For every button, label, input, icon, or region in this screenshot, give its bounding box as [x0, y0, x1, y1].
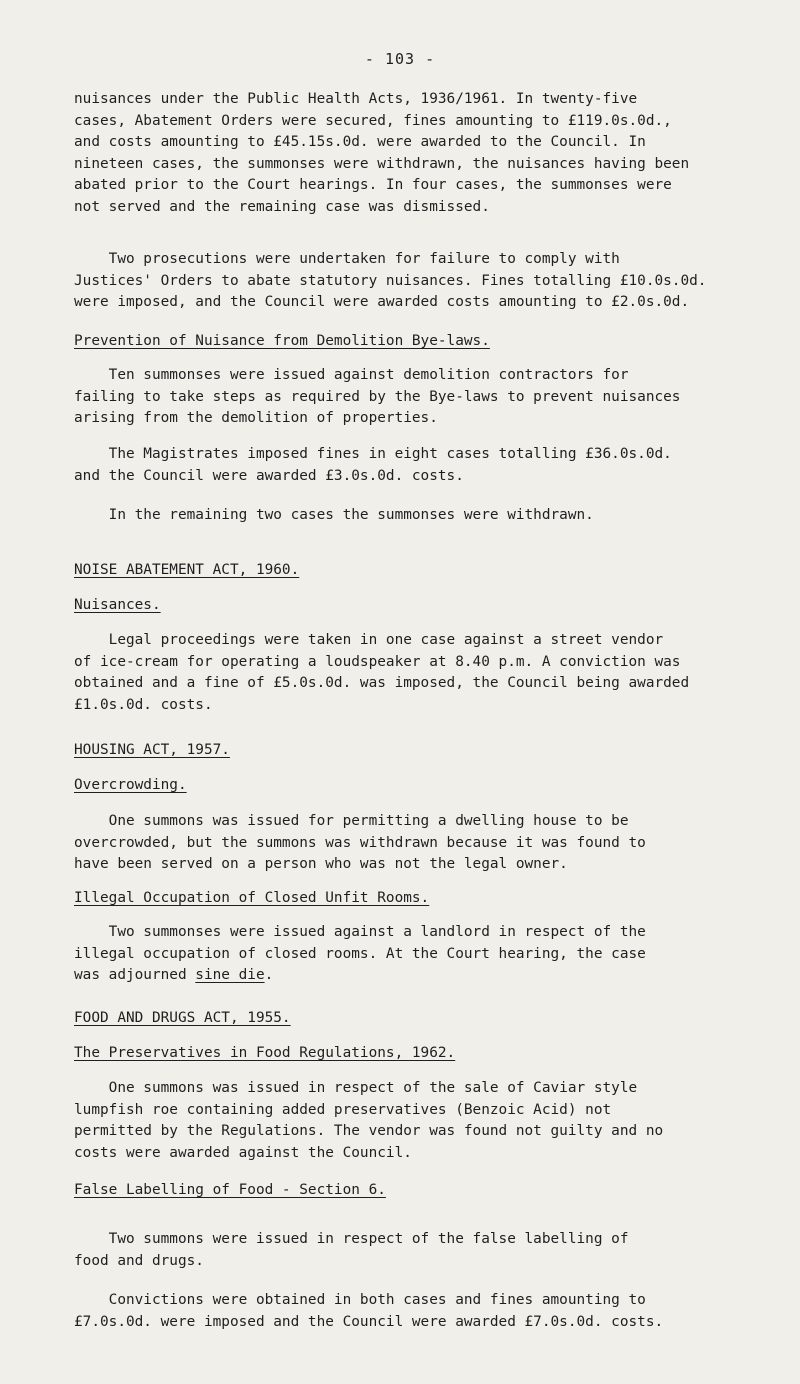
heading-overcrowding: Overcrowding.	[74, 777, 187, 793]
text-line: One summons was issued for permitting a dwelling house to be	[74, 813, 629, 829]
text-line: not served and the remaining case was dismissed.	[74, 198, 490, 215]
text-line: One summons was issued in respect of the sale of Caviar style	[74, 1080, 638, 1096]
text-line: Justices' Orders to abate statutory nuisances. Fines totalling £10.0s.0d.	[74, 272, 707, 289]
paragraph-convictions	[74, 1290, 746, 1333]
heading-nuisances: Nuisances.	[74, 597, 161, 613]
text-line: lumpfish roe containing added preservatives (Benzoic Acid) not	[74, 1101, 612, 1118]
paragraph-magistrates-fines	[74, 444, 746, 487]
text-line: £7.0s.0d. were imposed and the Council were awarded £7.0s.0d. costs.	[74, 1313, 664, 1330]
text-line: abated prior to the Court hearings. In four cases, the summonses were	[74, 177, 672, 193]
text-line: Two summons were issued in respect of the false labelling of	[74, 1231, 629, 1247]
text-line: Convictions were obtained in both cases and fines amounting to	[74, 1292, 646, 1308]
text-line: The Magistrates imposed fines in eight cases totalling £36.0s.0d.	[74, 446, 672, 462]
text-line: failing to take steps as required by the Bye-laws to prevent nuisances	[74, 388, 681, 405]
text-line: Two prosecutions were undertaken for failure to comply with	[74, 251, 620, 267]
text-line: overcrowded, but the summons was withdrawn because it was found to	[74, 834, 646, 851]
paragraph-withdrawn-cases	[74, 505, 746, 527]
page-number: - 103 -	[364, 50, 436, 68]
text-line: food and drugs.	[74, 1252, 204, 1269]
heading-preservatives-regulations: The Preservatives in Food Regulations, 1962.	[74, 1045, 456, 1061]
text-line: nineteen cases, the summonses were withdrawn, the nuisances having been	[74, 155, 690, 172]
heading-demolition-bye-laws: Prevention of Nuisance from Demolition Bye-laws.	[74, 333, 490, 349]
latin-term-sine-die: sine die	[195, 967, 265, 983]
text-fragment: .	[264, 967, 274, 983]
paragraph-overcrowding-summons	[74, 811, 746, 876]
text-line: arising from the demolition of properties.	[74, 410, 438, 426]
text-fragment: was adjourned	[74, 967, 196, 983]
paragraph-caviar-summons	[74, 1078, 746, 1164]
heading-housing-act: HOUSING ACT, 1957.	[74, 742, 230, 758]
text-line: obtained and a fine of £5.0s.0d. was imposed, the Council being awarded	[74, 675, 690, 691]
heading-illegal-occupation: Illegal Occupation of Closed Unfit Rooms.	[74, 890, 430, 906]
paragraph-landlord-summonses	[74, 922, 746, 987]
text-line: nuisances under the Public Health Acts, 1936/1961. In twenty-five	[74, 91, 638, 107]
text-line: have been served on a person who was not the legal owner.	[74, 856, 568, 872]
text-line: costs were awarded against the Council.	[74, 1144, 412, 1161]
heading-food-and-drugs-act: FOOD AND DRUGS ACT, 1955.	[74, 1010, 291, 1026]
text-line: cases, Abatement Orders were secured, fines amounting to £119.0s.0d.,	[74, 112, 672, 129]
paragraph-ice-cream-vendor	[74, 630, 746, 716]
text-line	[74, 965, 746, 987]
paragraph-false-labelling-summons	[74, 1229, 746, 1272]
text-line: £1.0s.0d. costs.	[74, 696, 213, 713]
text-line: Ten summonses were issued against demolition contractors for	[74, 367, 629, 383]
text-line: of ice-cream for operating a loudspeaker at 8.40 p.m. A conviction was	[74, 653, 681, 670]
paragraph-justices-orders	[74, 249, 746, 314]
text-line: and costs amounting to £45.15s.0d. were awarded to the Council. In	[74, 134, 646, 150]
paragraph-public-health-nuisances	[74, 89, 746, 218]
paragraph-demolition-summonses	[74, 365, 746, 430]
heading-false-labelling: False Labelling of Food - Section 6.	[74, 1182, 386, 1198]
text-line: were imposed, and the Council were awarded costs amounting to £2.0s.0d.	[74, 294, 690, 310]
text-line: illegal occupation of closed rooms. At the Court hearing, the case	[74, 945, 646, 962]
heading-noise-abatement-act: NOISE ABATEMENT ACT, 1960.	[74, 562, 300, 578]
text-line: and the Council were awarded £3.0s.0d. costs.	[74, 467, 464, 484]
text-line: In the remaining two cases the summonses were withdrawn.	[74, 507, 594, 523]
text-line: Legal proceedings were taken in one case against a street vendor	[74, 632, 664, 648]
text-line: Two summonses were issued against a landlord in respect of the	[74, 924, 646, 940]
text-line: permitted by the Regulations. The vendor was found not guilty and no	[74, 1123, 664, 1139]
